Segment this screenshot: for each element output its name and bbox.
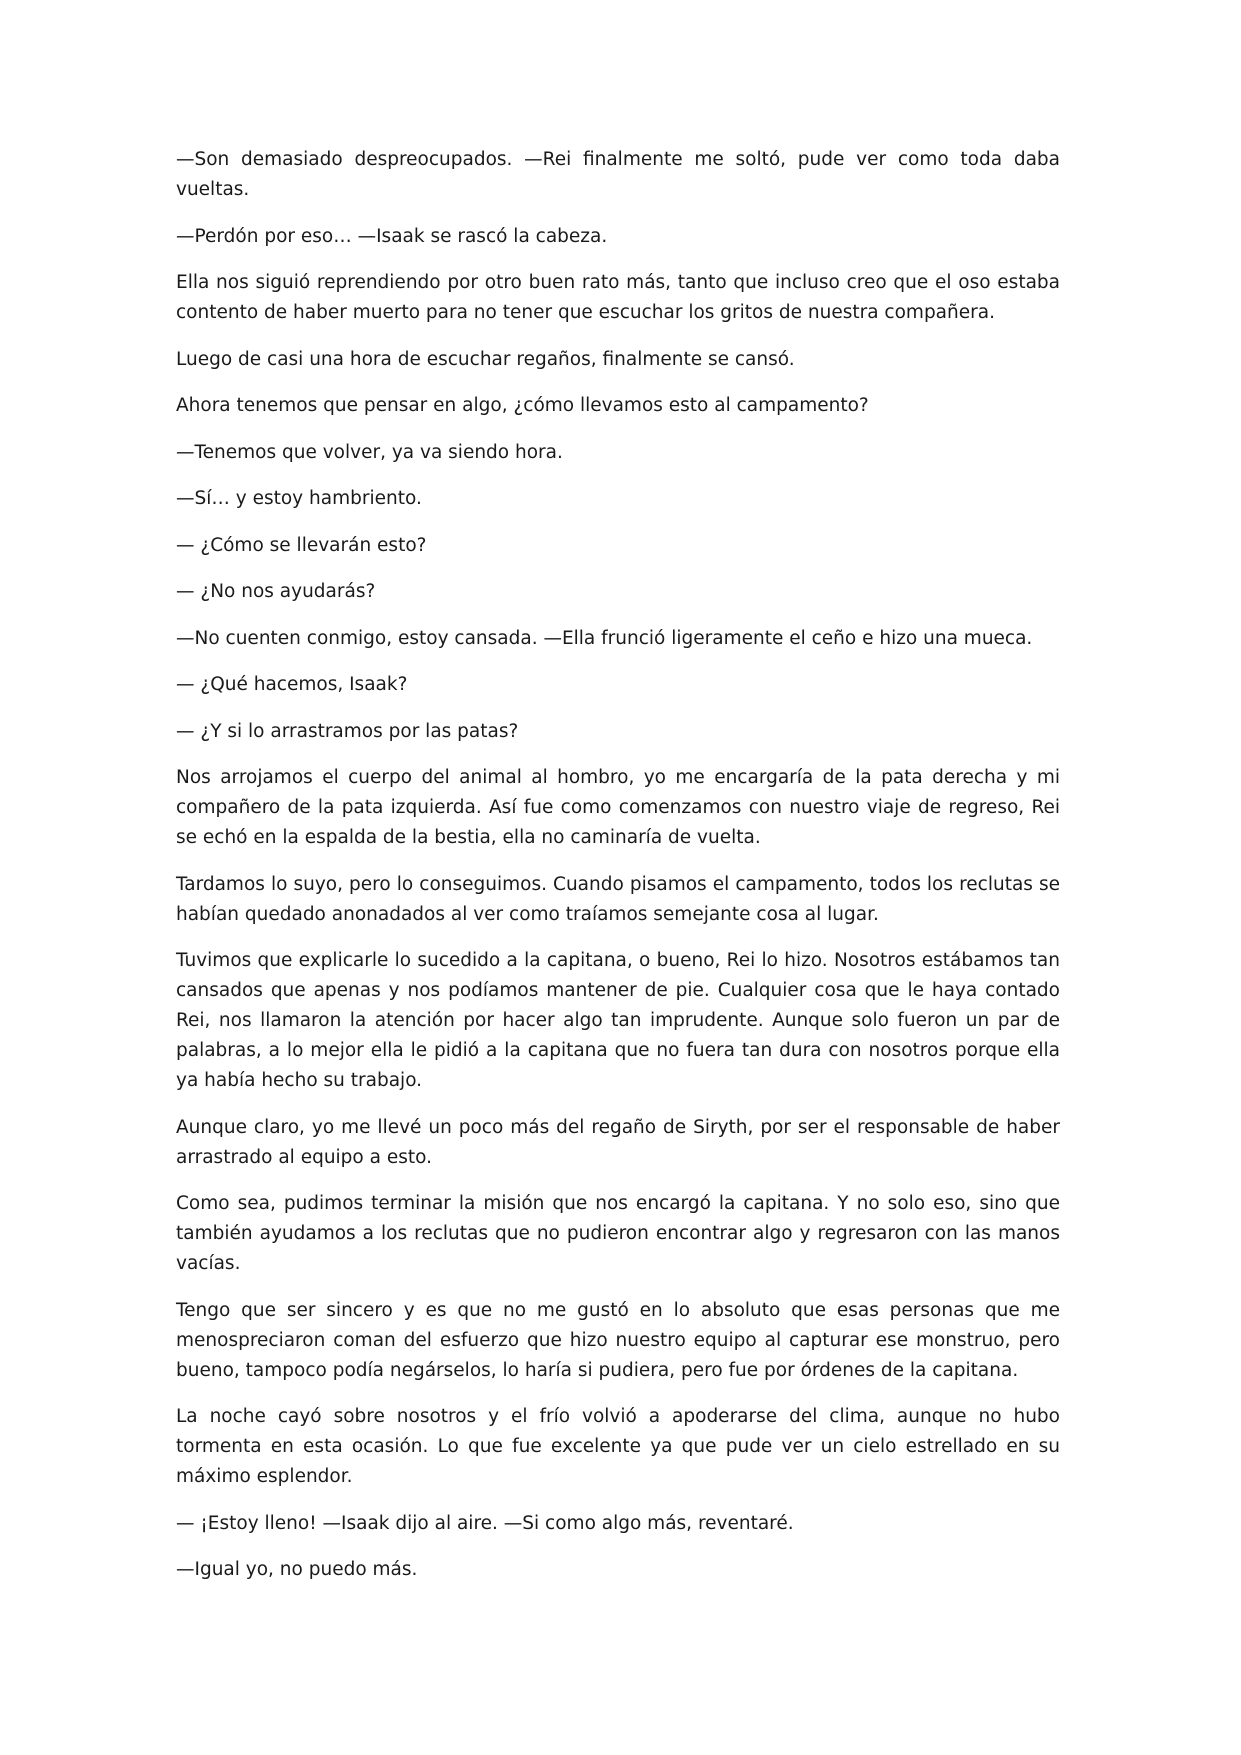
paragraph: —Perdón por eso… —Isaak se rascó la cabeza. xyxy=(176,225,608,247)
paragraph: —Igual yo, no puedo más. xyxy=(176,1559,418,1580)
paragraph: Luego de casi una hora de escuchar regaños, finalmente se cansó. xyxy=(176,348,795,370)
paragraph: —Tenemos que volver, ya va siendo hora. xyxy=(176,441,563,463)
paragraph: Ahora tenemos que pensar en algo, ¿cómo llevamos esto al campamento? xyxy=(176,395,869,416)
paragraph: — ¿No nos ayudarás? xyxy=(176,581,376,602)
paragraph: —No cuenten conmigo, estoy cansada. —Ella frunció ligeramente el ceño e hizo una mueca. xyxy=(176,627,1033,649)
paragraph: — ¿Qué hacemos, Isaak? xyxy=(176,674,408,695)
paragraph: Nos arrojamos el cuerpo del animal al hombro, yo me encargaría de la pata derecha y mi compañero de la pata izquierda. Así fue como comenzamos con nuestro viaje de regreso, Rei se echó en la espalda de la bestia, ella no caminaría de vuelta. xyxy=(176,767,1060,848)
paragraph: — ¡Estoy lleno! —Isaak dijo al aire. —Si como algo más, reventaré. xyxy=(176,1512,794,1534)
paragraph: — ¿Cómo se llevarán esto? xyxy=(176,534,427,556)
paragraph: Ella nos siguió reprendiendo por otro buen rato más, tanto que incluso creo que el oso estaba contento de haber muerto para no tener que escuchar los gritos de nuestra compañera. xyxy=(176,272,1060,323)
paragraph: La noche cayó sobre nosotros y el frío volvió a apoderarse del clima, aunque no hubo tormenta en esta ocasión. Lo que fue excelente ya que pude ver un cielo estrellado en su máximo esplendor. xyxy=(176,1406,1060,1487)
paragraph: Aunque claro, yo me llevé un poco más del regaño de Siryth, por ser el responsable de haber arrastrado al equipo a esto. xyxy=(176,1116,1060,1168)
body-text xyxy=(176,145,1060,1602)
paragraph: Tengo que ser sincero y es que no me gustó en lo absoluto que esas personas que me menospreciaron coman del esfuerzo que hizo nuestro equipo al capturar ese monstruo, pero bueno, tampoco podía negárselos, lo haría si pudiera, pero fue por órdenes de la capitana. xyxy=(176,1299,1060,1381)
paragraph: Como sea, pudimos terminar la misión que nos encargó la capitana. Y no solo eso, sino que también ayudamos a los reclutas que no pudieron encontrar algo y regresaron con las manos vacías. xyxy=(176,1193,1060,1274)
paragraph: Tuvimos que explicarle lo sucedido a la capitana, o bueno, Rei lo hizo. Nosotros estábamos tan cansados que apenas y nos podíamos mantener de pie. Cualquier cosa que le haya contado Rei, nos llamaron la atención por hacer algo tan imprudente. Aunque solo fueron un par de palabras, a lo mejor ella le pidió a la capitana que no fuera tan dura con nosotros porque ella ya había hecho su trabajo. xyxy=(176,950,1060,1091)
paragraph: Tardamos lo suyo, pero lo conseguimos. Cuando pisamos el campamento, todos los reclutas se habían quedado anonadados al ver como traíamos semejante cosa al lugar. xyxy=(176,873,1060,925)
paragraph: — ¿Y si lo arrastramos por las patas? xyxy=(176,720,519,742)
paragraph: —Son demasiado despreocupados. —Rei finalmente me soltó, pude ver como toda daba vueltas. xyxy=(176,149,1060,200)
paragraph: —Sí… y estoy hambriento. xyxy=(176,488,422,509)
